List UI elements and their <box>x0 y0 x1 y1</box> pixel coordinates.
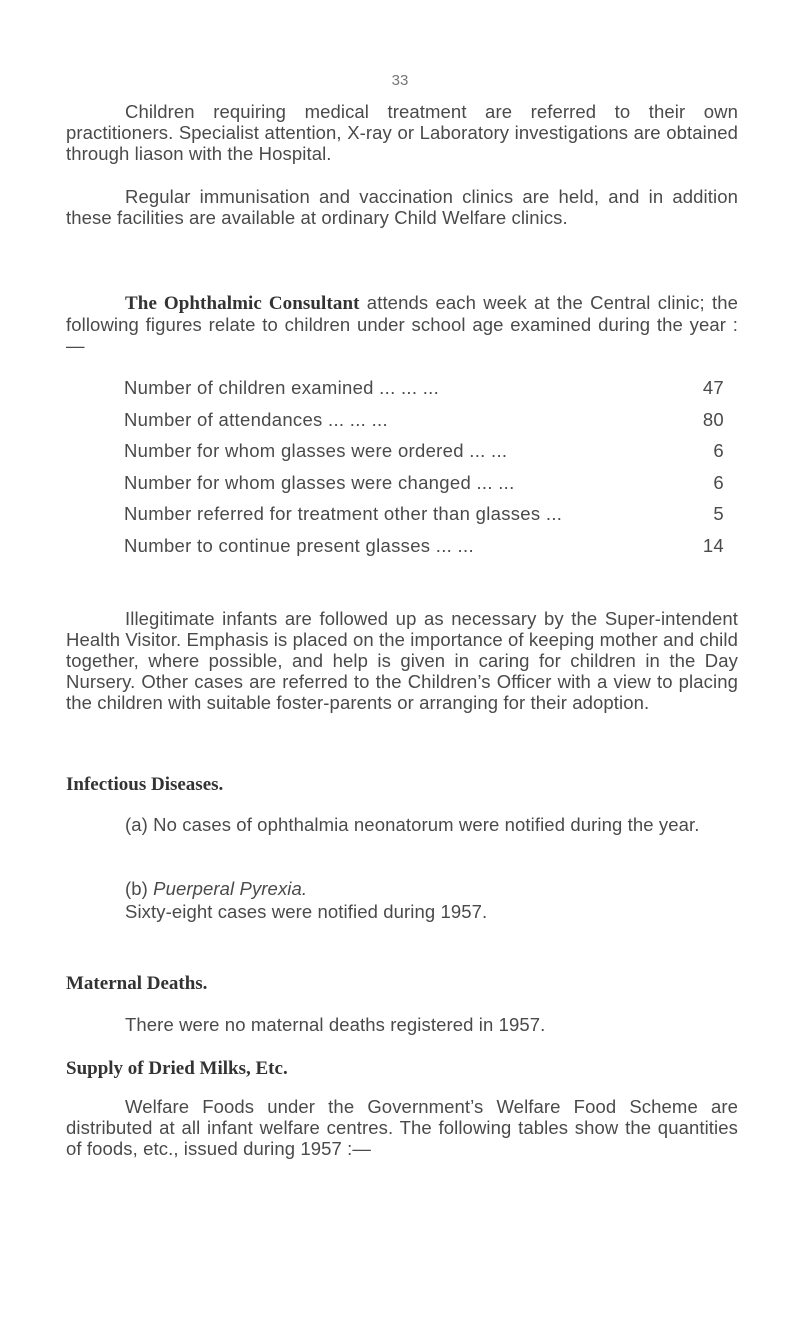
section-supply-dried-milks <box>66 1058 738 1159</box>
supply-heading: Supply of Dried Milks, Etc. <box>66 1058 288 1079</box>
section-maternal-deaths <box>66 973 738 1035</box>
infectious-b-title-line <box>66 878 738 899</box>
maternal-deaths-text: There were no maternal deaths registered in 1957. <box>125 1014 546 1035</box>
stat-value: 6 <box>713 440 724 461</box>
stat-label: Number of attendances ... ... ... <box>124 408 388 430</box>
paragraph-referral <box>66 101 738 164</box>
stat-value: 47 <box>702 377 724 398</box>
paragraph-ophthalmic <box>66 292 738 356</box>
ophthalmic-consultant-heading: The Ophthalmic Consultant <box>125 293 360 314</box>
illegitimate-text: Illegitimate infants are followed up as necessary by the Super-intendent Health Visitor. Emphasis is placed on the importance of keeping mother and child together, where possible, and help is given in caring for children in the Day Nursery. Other cases are referred to the Children’s Officer with a view to placing the children with suitable foster-parents or arranging for their adoption. <box>66 608 738 713</box>
section-infectious-diseases <box>66 774 738 796</box>
ophthalmic-body: attends each week at the Central clinic; the following figures relate to children under school age examined during the year :— <box>66 292 738 356</box>
stat-value: 5 <box>713 503 724 524</box>
stat-row <box>124 409 724 441</box>
infectious-b-label: (b) <box>125 878 154 899</box>
stat-value: 6 <box>713 471 724 493</box>
infectious-b-text: Sixty-eight cases were notified during 1957. <box>125 901 488 922</box>
stat-label: Number of children examined ... ... ... <box>124 377 440 398</box>
referral-text: Children requiring medical treatment are referred to their own practitioners. Specialist attention, X-ray or Laboratory investigations are obtained through liason with the Hospital. <box>66 101 738 164</box>
stat-row <box>124 377 724 409</box>
maternal-deaths-heading: Maternal Deaths. <box>66 973 208 994</box>
infectious-item-a <box>66 814 738 835</box>
stat-label: Number for whom glasses were ordered ... ... <box>124 440 508 461</box>
paragraph-immunisation <box>66 186 738 228</box>
paragraph-illegitimate <box>66 608 738 713</box>
stat-label: Number to continue present glasses ... ... <box>124 534 474 556</box>
infectious-a-text: (a) No cases of ophthalmia neonatorum were notified during the year. <box>125 814 700 835</box>
page-number: 33 <box>391 72 409 89</box>
ophthalmic-stats-list <box>124 377 724 566</box>
immunisation-text: Regular immunisation and vaccination clinics are held, and in addition these facilities are available at ordinary Child Welfare clinics. <box>66 186 738 228</box>
supply-text: Welfare Foods under the Government’s Welfare Food Scheme are distributed at all infant welfare centres. The following tables show the quantities of foods, etc., issued during 1957 :— <box>66 1096 738 1159</box>
infectious-diseases-heading: Infectious Diseases. <box>66 774 224 795</box>
ophthalmic-text <box>66 292 738 356</box>
stat-label: Number referred for treatment other than glasses ... <box>124 503 563 524</box>
stat-value: 14 <box>702 534 724 556</box>
stat-row <box>124 503 724 535</box>
stat-label: Number for whom glasses were changed ... ... <box>124 471 515 493</box>
stat-row <box>124 472 724 504</box>
infectious-item-b <box>66 878 738 922</box>
stat-value: 80 <box>702 408 724 430</box>
stat-row <box>124 535 724 567</box>
stat-row <box>124 440 724 472</box>
puerperal-pyrexia-title: Puerperal Pyrexia. <box>153 878 308 899</box>
